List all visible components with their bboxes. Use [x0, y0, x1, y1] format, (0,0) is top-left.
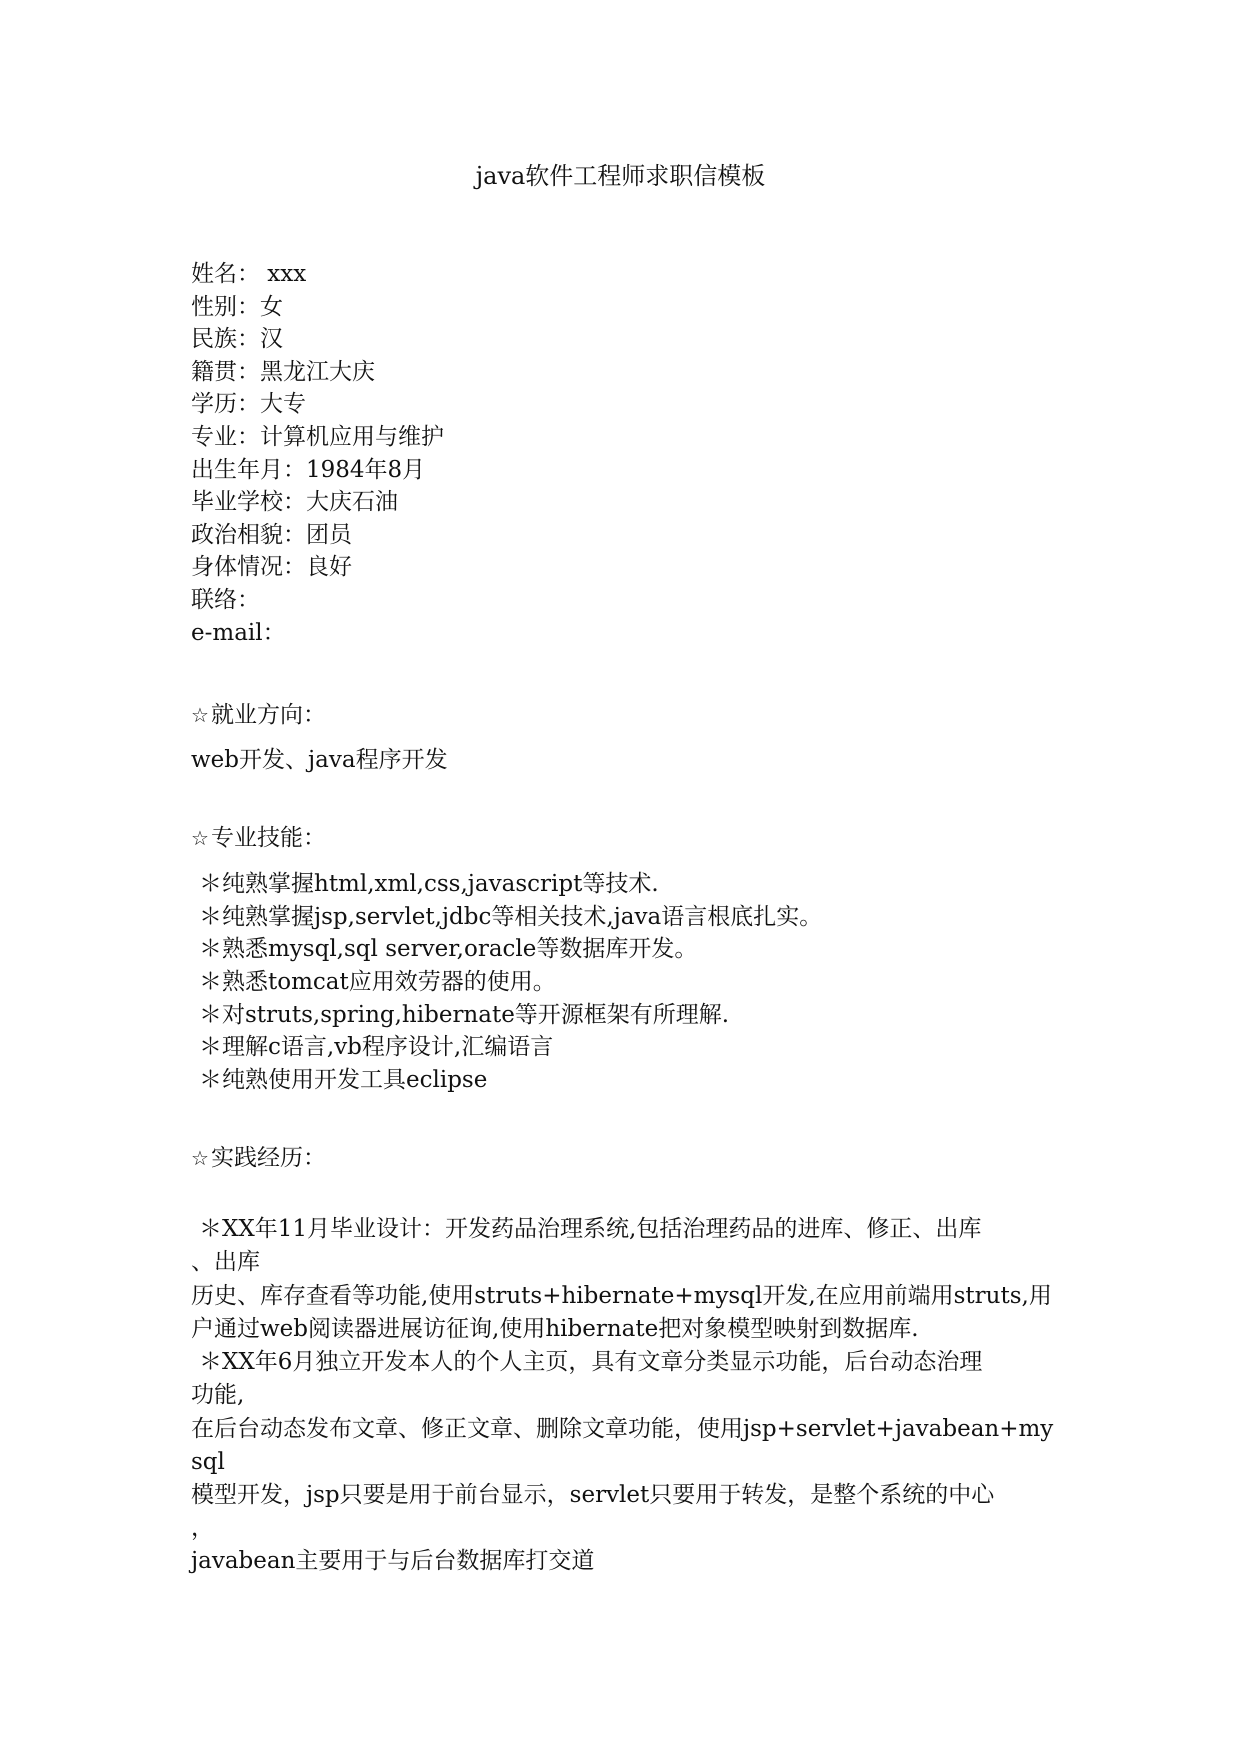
list-item: ＊理解c语言,vb程序设计,汇编语言: [199, 1034, 554, 1061]
info-school: 毕业学校：大庆石油: [191, 489, 398, 516]
star-icon: ☆: [191, 826, 209, 851]
info-email: e-mail：: [191, 619, 286, 646]
star-icon: ☆: [191, 703, 209, 728]
experience-heading: ☆实践经历：: [191, 1142, 1071, 1174]
experience-line: 模型开发，jsp只要是用于前台显示，servlet只要用于转发，是整个系统的中心: [191, 1481, 995, 1508]
experience-body: [191, 1213, 1071, 1578]
list-item: ＊熟悉mysql,sql server,oracle等数据库开发。: [199, 936, 698, 963]
info-education: 学历：大专: [191, 391, 306, 418]
experience-line: ＊XX年11月毕业设计：开发药品治理系统,包括治理药品的进库、修正、出库: [199, 1216, 982, 1243]
list-item: ＊对struts,spring,hibernate等开源框架有所理解.: [199, 1001, 730, 1028]
skills-heading: ☆专业技能：: [191, 822, 1071, 854]
info-gender: 性别：女: [191, 293, 283, 320]
list-item: ＊熟悉tomcat应用效劳器的使用。: [199, 968, 556, 995]
list-item: ＊纯熟使用开发工具eclipse: [199, 1066, 488, 1093]
experience-line: sql: [191, 1448, 225, 1475]
direction-heading: ☆就业方向：: [191, 699, 1071, 731]
experience-line: javabean主要用于与后台数据库打交道: [191, 1548, 595, 1575]
info-name: 姓名： xxx: [191, 261, 307, 287]
experience-line: 功能,: [191, 1382, 245, 1409]
direction-body: web开发、java程序开发: [191, 747, 448, 774]
experience-line: 历史、库存查看等功能,使用struts+hibernate+mysql开发,在应用前端用struts,用: [191, 1282, 1052, 1309]
info-contact: 联络：: [191, 586, 260, 613]
info-political: 政治相貌：团员: [191, 521, 352, 548]
star-icon: ☆: [191, 1146, 209, 1171]
experience-line: ＊XX年6月独立开发本人的个人主页，具有文章分类显示功能，后台动态治理: [199, 1349, 983, 1376]
experience-line: 、出库: [191, 1249, 260, 1276]
skills-list: [191, 868, 1071, 1096]
document-body: [191, 258, 1071, 1579]
experience-line: 在后台动态发布文章、修正文章、删除文章功能，使用jsp+servlet+javabean+my: [191, 1415, 1054, 1442]
experience-line: 户通过web阅读器进展访征询,使用hibernate把对象模型映射到数据库.: [191, 1315, 919, 1342]
info-ethnicity: 民族：汉: [191, 326, 283, 353]
list-item: ＊纯熟掌握jsp,servlet,jdbc等相关技术,java语言根底扎实。: [199, 903, 823, 930]
list-item: ＊纯熟掌握html,xml,css,javascript等技术.: [199, 871, 659, 898]
info-health: 身体情况：良好: [191, 554, 352, 581]
experience-line: ，: [191, 1515, 214, 1542]
info-major: 专业：计算机应用与维护: [191, 423, 444, 450]
info-birth: 出生年月：1984年8月: [191, 456, 426, 483]
info-hometown: 籍贯：黑龙江大庆: [191, 358, 375, 385]
document-title: java软件工程师求职信模板: [475, 162, 766, 190]
personal-info: [191, 258, 1071, 649]
